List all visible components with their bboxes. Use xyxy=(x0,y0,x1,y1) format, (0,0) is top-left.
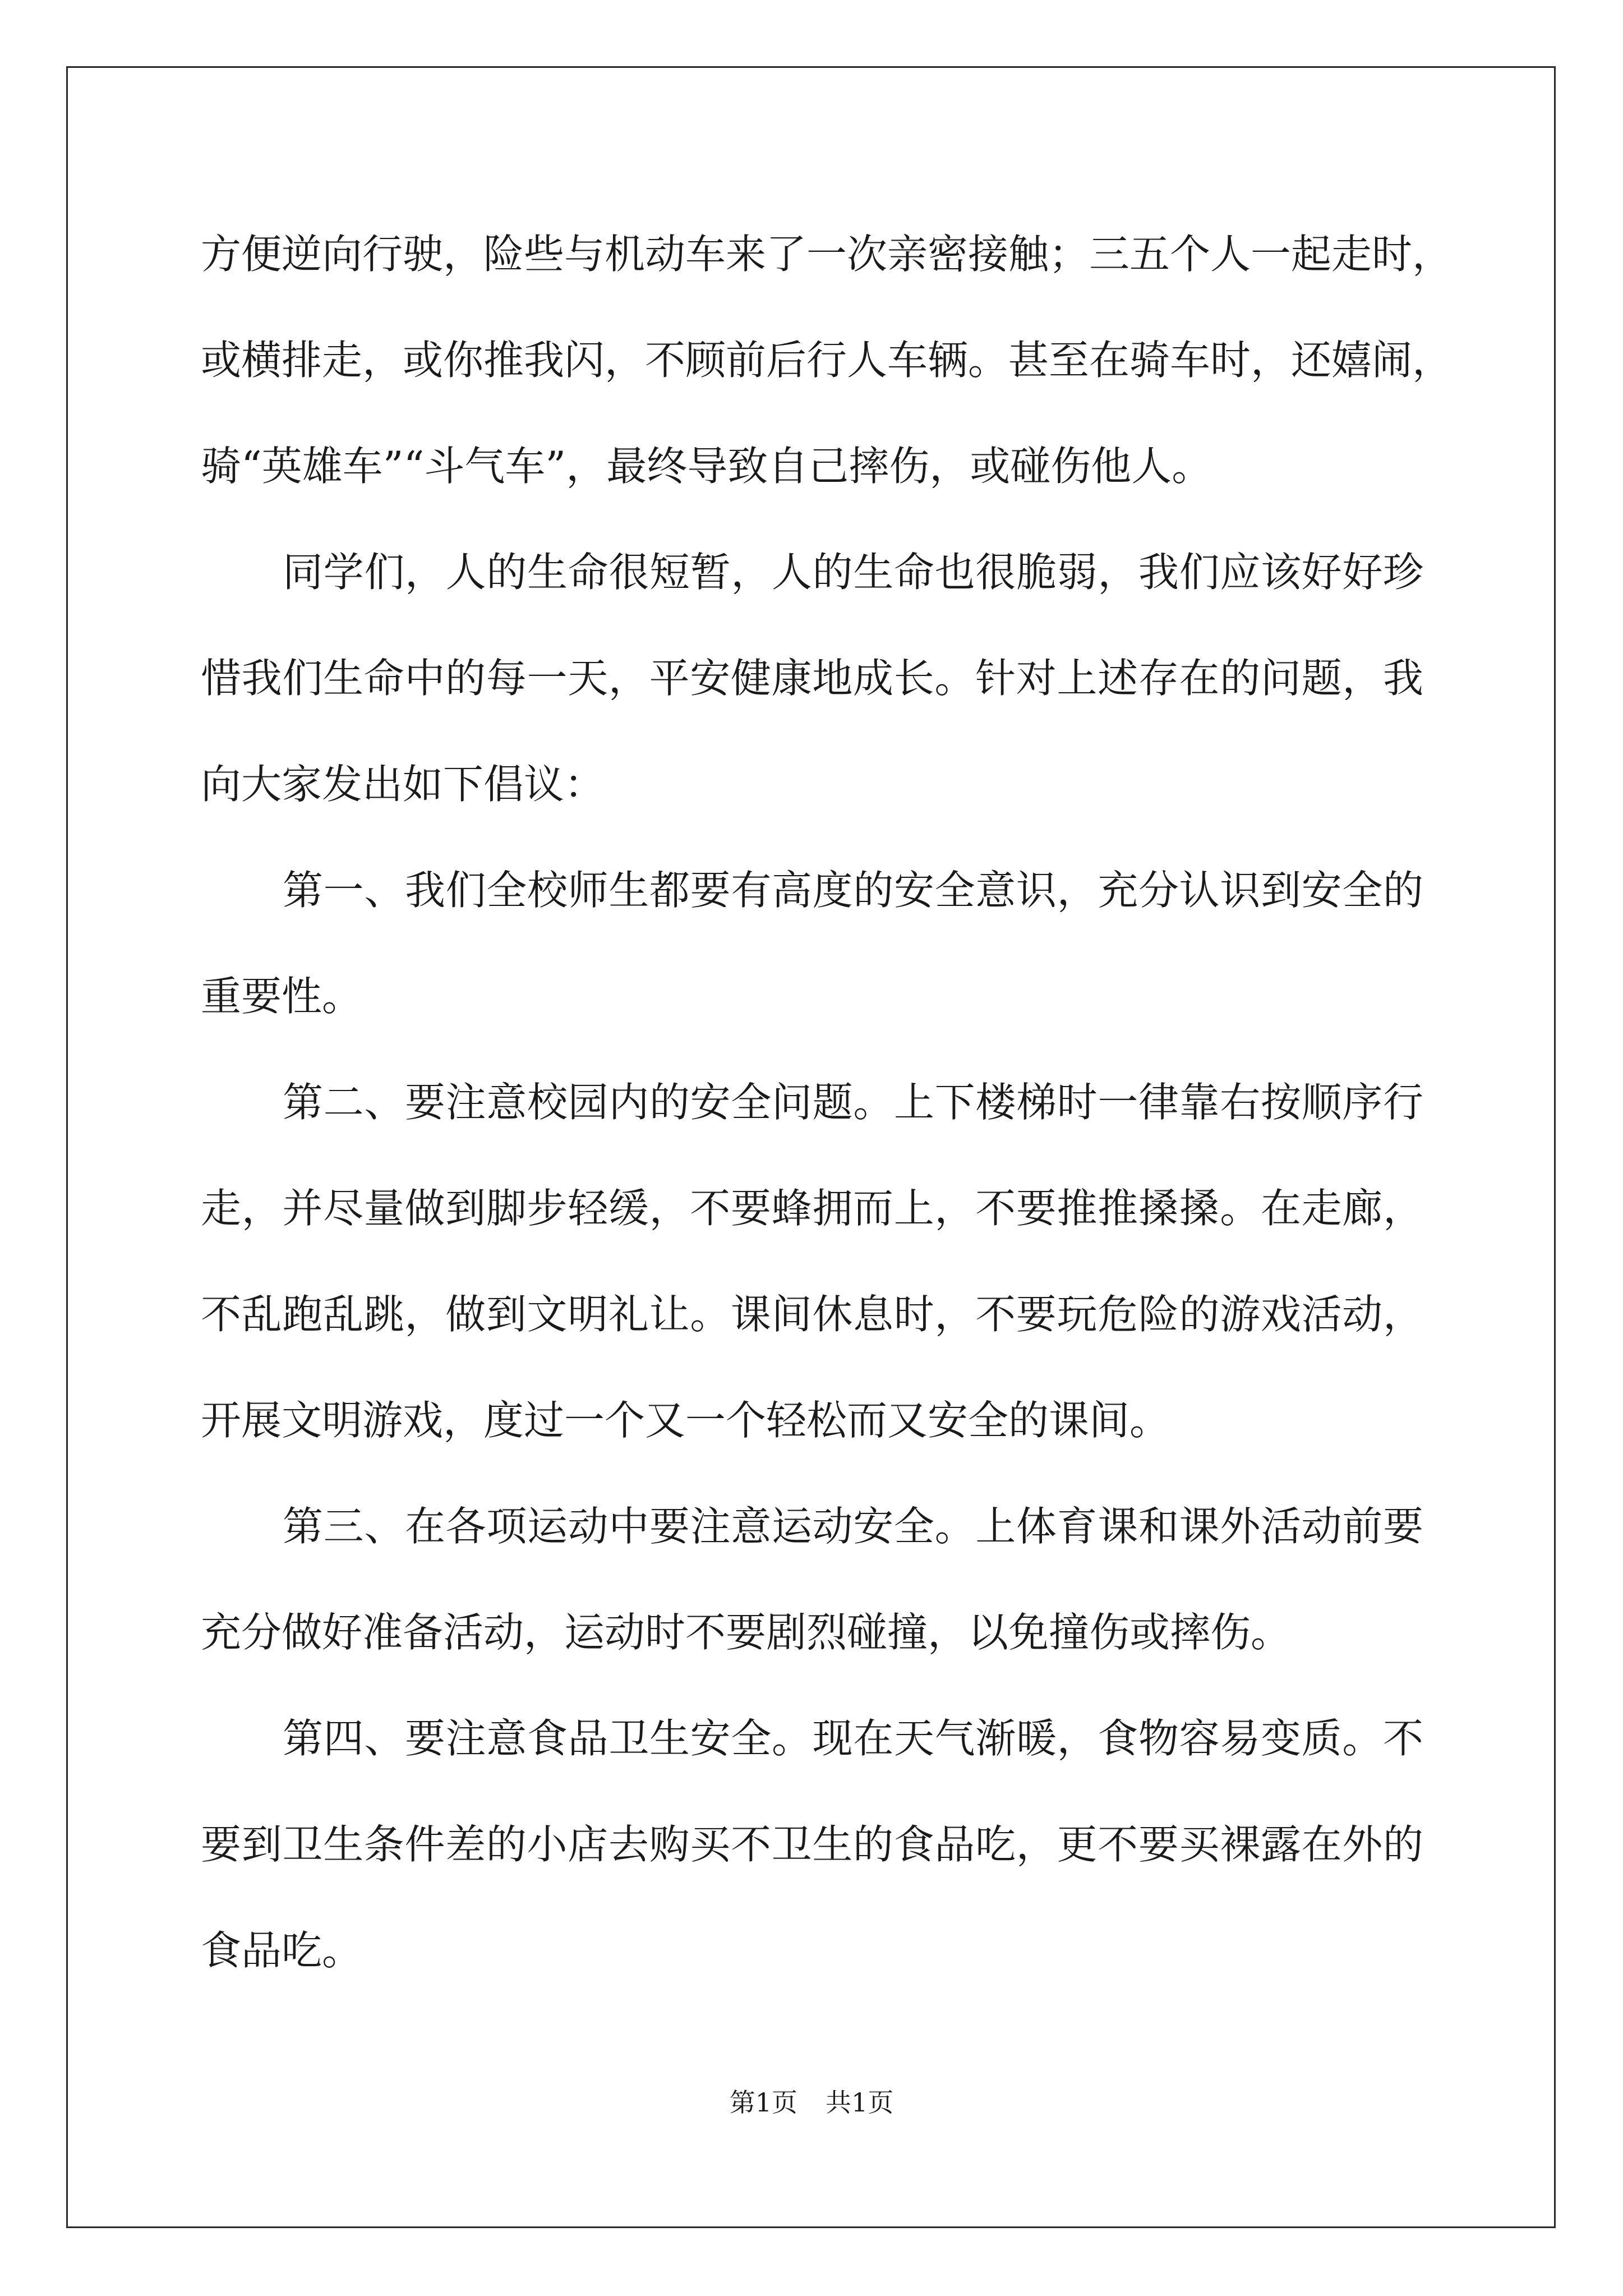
text-line: 惜我们生命中的每一天，平安健康地成长。针对上述存在的问题，我 xyxy=(201,655,1423,702)
text-line: 或横排走，或你推我闪，不顾前后行人车辆。甚至在骑车时，还嬉闹， xyxy=(201,337,1453,384)
text-line: 第四、要注意食品卫生安全。现在天气渐暖，食物容易变质。不 xyxy=(283,1715,1423,1762)
page-footer xyxy=(0,2086,1623,2119)
text-line: 向大家发出如下倡议： xyxy=(201,761,605,808)
text-line: 骑“英雄车”“斗气车”，最终导致自己摔伤，或碰伤他人。 xyxy=(201,443,1212,490)
text-line: 第三、在各项运动中要注意运动安全。上体育课和课外活动前要 xyxy=(283,1503,1423,1550)
text-line: 方便逆向行驶，险些与机动车来了一次亲密接触；三五个人一起走时， xyxy=(201,231,1453,278)
text-line: 充分做好准备活动，运动时不要剧烈碰撞，以免撞伤或摔伤。 xyxy=(201,1609,1292,1656)
text-line: 走，并尽量做到脚步轻缓，不要蜂拥而上，不要推推搡搡。在走廊， xyxy=(201,1185,1423,1232)
text-line: 要到卫生条件差的小店去购买不卫生的食品吃，更不要买裸露在外的 xyxy=(201,1821,1423,1868)
text-line: 不乱跑乱跳，做到文明礼让。课间休息时，不要玩危险的游戏活动， xyxy=(201,1291,1423,1338)
text-line: 第一、我们全校师生都要有高度的安全意识，充分认识到安全的 xyxy=(283,867,1423,914)
text-line: 开展文明游戏，度过一个又一个轻松而又安全的课间。 xyxy=(201,1397,1170,1444)
text-line: 食品吃。 xyxy=(201,1927,363,1974)
text-line: 同学们，人的生命很短暂，人的生命也很脆弱，我们应该好好珍 xyxy=(283,549,1423,596)
page-number-current: 第1页 xyxy=(729,2087,797,2118)
text-line: 重要性。 xyxy=(201,973,363,1020)
page-number-total: 共1页 xyxy=(826,2087,894,2118)
text-line: 第二、要注意校园内的安全问题。上下楼梯时一律靠右按顺序行 xyxy=(283,1079,1423,1126)
